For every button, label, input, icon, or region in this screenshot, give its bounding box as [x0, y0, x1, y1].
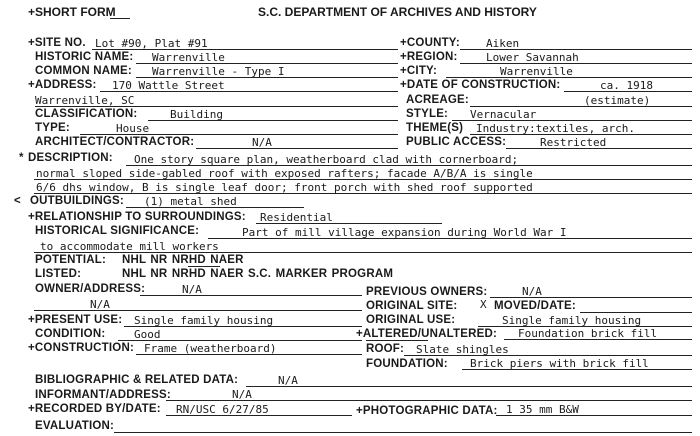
potential-options: NHL NR NRHD NAER: [122, 254, 244, 266]
significance-line1: Part of mill village expansion during World War I: [242, 226, 567, 239]
department-title: S.C. DEPARTMENT OF ARCHIVES AND HISTORY: [258, 5, 537, 19]
roof-label: ROOF:: [366, 343, 405, 355]
address-label: +ADDRESS:: [28, 79, 97, 91]
significance-rule2: [34, 252, 692, 253]
classification-label: CLASSIFICATION:: [35, 108, 138, 120]
moved-date-line: [580, 312, 692, 313]
type-label: TYPE:: [35, 122, 70, 134]
listed-label: LISTED:: [35, 268, 82, 280]
date-value: ca. 1918: [600, 79, 653, 92]
informant-line: [166, 400, 692, 401]
potential-nrhd-underline: [188, 266, 220, 267]
description-label: DESCRIPTION:: [28, 152, 113, 164]
potential-label: POTENTIAL:: [35, 254, 106, 266]
classification-line: [148, 120, 398, 121]
altered-underline: [366, 340, 428, 341]
recorded-label: +RECORDED BY/DATE:: [28, 403, 161, 415]
site-no-label: +SITE NO.: [28, 37, 86, 49]
outbuildings-line: [126, 207, 304, 208]
architect-label: ARCHITECT/CONTRACTOR:: [35, 136, 195, 148]
present-use-label: +PRESENT USE:: [28, 314, 123, 326]
bibliographic-value: N/A: [278, 374, 298, 387]
owner-label: OWNER/ADDRESS:: [35, 283, 146, 295]
foundation-label: FOUNDATION:: [366, 358, 448, 370]
description-rule1: [126, 165, 692, 166]
moved-date-label: MOVED/DATE:: [494, 300, 576, 312]
public-access-label: PUBLIC ACCESS:: [406, 136, 507, 148]
common-name-label: COMMON NAME:: [35, 65, 132, 77]
theme-value: Industry:textiles, arch.: [476, 122, 635, 135]
condition-line: [118, 340, 362, 341]
common-name-value: Warrenville - Type I: [152, 65, 285, 78]
previous-owners-line: [490, 297, 692, 298]
address-line: [100, 91, 398, 92]
acreage-line: [470, 106, 692, 107]
relationship-label: +RELATIONSHIP TO SURROUNDINGS:: [28, 211, 246, 223]
outbuildings-mark: <: [14, 195, 21, 207]
bibliographic-label: BIBLIOGRAPHIC & RELATED DATA:: [35, 374, 239, 386]
date-line: [564, 91, 692, 92]
historic-name-line: [136, 63, 398, 64]
common-name-line: [136, 77, 398, 78]
owner-value: N/A: [182, 283, 202, 296]
construction-label: +CONSTRUCTION:: [28, 342, 134, 354]
address-line2: Warrenville, SC: [35, 94, 135, 107]
description-line1: One story square plan, weatherboard clad with cornerboard;: [134, 153, 519, 166]
acreage-label: ACREAGE:: [406, 94, 469, 106]
roof-line: [404, 355, 692, 356]
informant-label: INFORMANT/ADDRESS:: [35, 389, 171, 401]
original-site-label: ORIGINAL SITE:: [366, 300, 458, 312]
photographic-label: +PHOTOGRAPHIC DATA:: [356, 405, 498, 417]
county-line: [460, 49, 692, 50]
construction-value: Frame (weatherboard): [144, 342, 277, 355]
present-use-value: Single family housing: [134, 314, 274, 327]
photographic-line: [496, 415, 692, 416]
condition-value: Good: [134, 328, 161, 341]
historic-name-value: Warrenville: [152, 51, 225, 64]
theme-label: THEME(S): [406, 122, 464, 134]
city-value: Warrenville: [500, 65, 573, 78]
outbuildings-label: OUTBUILDINGS:: [30, 195, 124, 207]
classification-value: Building: [170, 108, 223, 121]
listed-options: NHL NR NRHD NAER S.C. MARKER PROGRAM: [122, 268, 394, 280]
type-line: [80, 134, 398, 135]
altered-line: [504, 339, 692, 340]
region-label: +REGION:: [400, 51, 458, 63]
city-label: +CITY:: [400, 65, 438, 77]
outbuildings-value: (1) metal shed: [144, 195, 237, 208]
significance-line2: to accommodate mill workers: [40, 240, 219, 253]
short-form-line: [110, 18, 130, 19]
altered-label: +ALTERED/UNALTERED:: [356, 328, 498, 340]
present-use-line: [124, 326, 362, 327]
theme-line: [470, 134, 692, 135]
owner-line: [140, 295, 362, 296]
significance-rule1: [208, 238, 692, 239]
foundation-line: [462, 369, 692, 370]
altered-value: Foundation brick fill: [518, 327, 658, 340]
relationship-line: [256, 223, 442, 224]
relationship-value: Residential: [260, 211, 333, 224]
acreage-value: (estimate): [584, 94, 651, 107]
evaluation-label: EVALUATION:: [35, 420, 115, 432]
style-value: Vernacular: [470, 108, 537, 121]
public-access-value: Restricted: [540, 136, 607, 149]
recorded-value: RN/USC 6/27/85: [176, 403, 269, 416]
city-line: [446, 77, 692, 78]
county-label: +COUNTY:: [400, 37, 460, 49]
region-line: [460, 63, 692, 64]
description-mark: *: [19, 152, 24, 164]
significance-label: HISTORICAL SIGNIFICANCE:: [35, 225, 200, 237]
site-no-line: [92, 49, 398, 50]
description-rule2: [34, 179, 692, 180]
architect-line: [196, 148, 398, 149]
date-label: +DATE OF CONSTRUCTION:: [400, 79, 561, 91]
site-no-value: Lot #90, Plat #91: [95, 37, 208, 50]
architect-value: N/A: [252, 136, 272, 149]
informant-value: N/A: [232, 388, 252, 401]
evaluation-line: [114, 432, 692, 433]
condition-label: CONDITION:: [35, 328, 106, 340]
historic-name-label: HISTORIC NAME:: [35, 51, 134, 63]
bibliographic-line: [246, 386, 692, 387]
address-value: 170 Wattle Street: [112, 79, 225, 92]
public-access-line: [506, 148, 692, 149]
type-value: House: [116, 122, 150, 135]
photographic-value: 1 35 mm B&W: [506, 403, 579, 416]
address-line2-rule: [35, 106, 398, 107]
description-rule3: [34, 193, 692, 194]
previous-owners-value: N/A: [522, 285, 542, 298]
owner-value2: N/A: [90, 298, 110, 311]
style-label: STYLE:: [406, 108, 449, 120]
construction-line: [136, 354, 362, 355]
roof-value: Slate shingles: [416, 343, 509, 356]
description-line3: 6/6 dhs window, B is single leaf door; front porch with shed roof supported: [36, 181, 533, 194]
recorded-line: [166, 415, 352, 416]
original-use-label: ORIGINAL USE:: [366, 314, 456, 326]
owner-line2: [34, 310, 362, 311]
original-site-mark: X: [480, 298, 487, 311]
original-use-value: Single family housing: [502, 314, 642, 327]
foundation-value: Brick piers with brick fill: [470, 357, 649, 370]
region-value: Lower Savannah: [486, 51, 579, 64]
description-line2: normal sloped side-gabled roof with exposed rafters; facade A/B/A is single: [36, 167, 533, 180]
previous-owners-label: PREVIOUS OWNERS:: [366, 286, 488, 298]
short-form-label: +SHORT FORM: [28, 5, 116, 19]
style-line: [452, 120, 692, 121]
county-value: Aiken: [486, 37, 520, 50]
